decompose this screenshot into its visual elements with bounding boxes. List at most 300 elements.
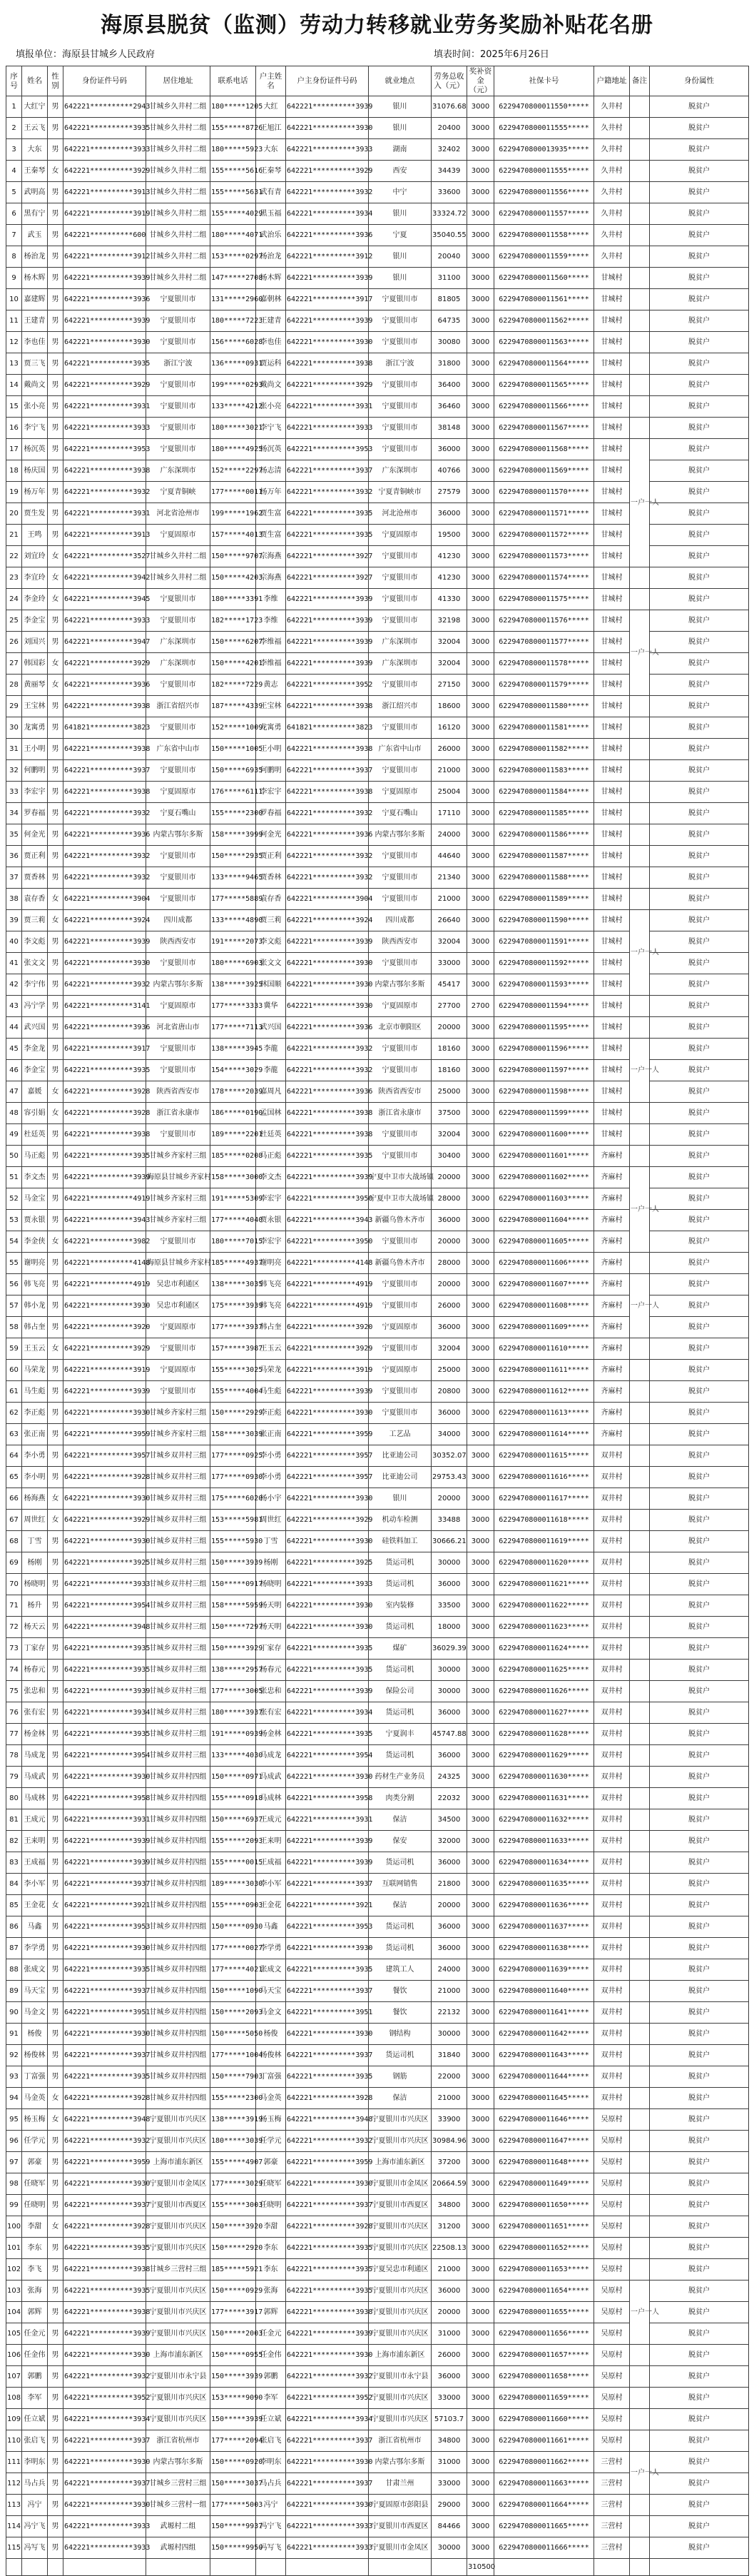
gender-cell: 男 [48, 118, 63, 139]
seq-cell: 91 [6, 2024, 22, 2045]
householder-cell: 郭辉 [256, 2302, 286, 2323]
address-cell: 甘城乡双井村四组 [146, 1895, 210, 1916]
work-location-cell: 中宁 [369, 182, 432, 203]
householder-cell: 李龍 [256, 1060, 286, 1081]
table-row [6, 353, 749, 375]
phone-cell: 150*****9937 [210, 2516, 256, 2537]
table-row [6, 1146, 749, 1167]
total-empty-cell [22, 2559, 48, 2576]
hukou-cell: 久井村 [594, 225, 630, 246]
seq-cell: 28 [6, 675, 22, 696]
remark-cell [630, 1959, 650, 1981]
name-cell: 冯宁 [22, 2495, 48, 2516]
gender-cell: 男 [48, 1360, 63, 1381]
householder-id-cell: 642221**********3939 [286, 2323, 369, 2345]
work-location-cell: 保洁 [369, 1895, 432, 1916]
column-header: 就业地点 [369, 66, 432, 96]
seq-cell: 31 [6, 739, 22, 760]
id-number-cell: 642221**********3932 [63, 803, 146, 824]
subsidy-cell: 3000 [467, 1595, 494, 1617]
address-cell: 宁夏银川市 [146, 675, 210, 696]
householder-id-cell: 642221**********3939 [286, 589, 369, 610]
social-card-cell: 6229470800011639***** [494, 1959, 594, 1981]
identity-cell: 脱贫户 [650, 2473, 749, 2495]
address-cell: 河北省沧州市 [146, 503, 210, 525]
subsidy-cell: 3000 [467, 161, 494, 182]
address-cell: 甘城乡久井村二组 [146, 268, 210, 289]
id-number-cell: 642221**********3954 [63, 1595, 146, 1617]
name-cell: 马占兵 [22, 2473, 48, 2495]
remark-cell [630, 1017, 650, 1039]
table-body [6, 96, 749, 2576]
subsidy-cell: 3000 [467, 2495, 494, 2516]
gender-cell: 男 [48, 1660, 63, 1681]
table-row [6, 2045, 749, 2066]
work-location-cell: 宁夏润丰 [369, 1724, 432, 1745]
social-card-cell: 6229470800011550***** [494, 96, 594, 118]
householder-id-cell: 642221**********3930 [286, 1403, 369, 1424]
identity-cell: 脱贫户 [650, 1660, 749, 1681]
identity-cell: 脱贫户 [650, 1017, 749, 1039]
subsidy-cell: 3000 [467, 2323, 494, 2345]
householder-cell: 王建青 [256, 310, 286, 332]
work-location-cell: 浙江绍兴市 [369, 696, 432, 717]
remark-cell [630, 1981, 650, 2002]
table-row [6, 1445, 749, 1467]
address-cell: 甘城乡双井村四组 [146, 2045, 210, 2066]
phone-cell: 138*****3925 [210, 974, 256, 996]
income-cell: 25000 [432, 1081, 467, 1103]
address-cell: 甘城乡三营村一组 [146, 2495, 210, 2516]
table-row [6, 2430, 749, 2452]
subsidy-cell: 3000 [467, 2088, 494, 2109]
work-location-cell: 银川 [369, 96, 432, 118]
total-empty-cell [146, 2559, 210, 2576]
name-cell: 谢明亮 [22, 1253, 48, 1274]
hukou-cell: 双井村 [594, 1724, 630, 1745]
remark-cell [630, 589, 650, 610]
identity-cell: 脱贫户 [650, 1852, 749, 1874]
identity-cell: 脱贫户 [650, 2152, 749, 2173]
remark-signature-cell: 一户一人 [630, 1039, 650, 1103]
address-cell: 内蒙古鄂尔多斯 [146, 974, 210, 996]
income-cell: 31076.68 [432, 96, 467, 118]
id-number-cell: 642221**********3935 [63, 2238, 146, 2259]
name-cell: 丁富强 [22, 2066, 48, 2088]
work-location-cell: 新疆乌鲁木齐市 [369, 1253, 432, 1274]
subsidy-cell: 3000 [467, 1681, 494, 1702]
hukou-cell: 吴原村 [594, 2173, 630, 2195]
gender-cell: 男 [48, 760, 63, 782]
income-cell: 31000 [432, 2452, 467, 2473]
identity-cell: 脱贫户 [650, 889, 749, 910]
gender-cell: 男 [48, 2238, 63, 2259]
identity-cell: 脱贫户 [650, 1146, 749, 1167]
address-cell: 甘城乡双井村四组 [146, 1788, 210, 1809]
phone-cell: 180*****4071 [210, 225, 256, 246]
income-cell: 20664.59 [432, 2173, 467, 2195]
hukou-cell: 齐麻村 [594, 1274, 630, 1295]
income-cell: 20400 [432, 118, 467, 139]
id-number-cell: 642221**********3935 [63, 2066, 146, 2088]
name-cell: 李东 [22, 2238, 48, 2259]
phone-cell: 155*****5631 [210, 182, 256, 203]
social-card-cell: 6229470800011599***** [494, 1103, 594, 1124]
id-number-cell: 642221**********3913 [63, 525, 146, 546]
subsidy-roster-table [6, 66, 749, 2576]
income-cell: 24000 [432, 824, 467, 846]
householder-id-cell: 642221**********3930 [286, 974, 369, 996]
subsidy-cell: 3000 [467, 1167, 494, 1188]
work-location-cell: 河北沧州市 [369, 503, 432, 525]
hukou-cell: 久井村 [594, 246, 630, 268]
income-cell: 29000 [432, 2495, 467, 2516]
identity-cell: 脱贫户 [650, 139, 749, 161]
phone-cell: 150*****2003 [210, 2323, 256, 2345]
householder-id-cell: 642221**********3938 [286, 2302, 369, 2323]
hukou-cell: 甘城村 [594, 525, 630, 546]
identity-cell: 脱贫户 [650, 203, 749, 225]
seq-cell: 1 [6, 96, 22, 118]
identity-cell: 脱贫户 [650, 2173, 749, 2195]
phone-cell: 158*****3039 [210, 1424, 256, 1445]
address-cell: 宁夏银川市 [146, 310, 210, 332]
social-card-cell: 6229470800011594***** [494, 996, 594, 1017]
work-location-cell: 陕西西安市 [369, 931, 432, 953]
social-card-cell: 6229470800011664***** [494, 2495, 594, 2516]
social-card-cell: 6229470800011593***** [494, 974, 594, 996]
remark-cell [630, 375, 650, 396]
phone-cell: 152*****2297 [210, 460, 256, 482]
id-number-cell: 642221**********3928 [63, 1103, 146, 1124]
address-cell: 宁夏银川市兴庆区 [146, 2109, 210, 2131]
name-cell: 李金宝 [22, 610, 48, 632]
phone-cell: 185*****5921 [210, 2259, 256, 2280]
identity-cell: 脱贫户 [650, 118, 749, 139]
name-cell: 张文文 [22, 953, 48, 974]
income-cell: 34000 [432, 1424, 467, 1445]
gender-cell: 男 [48, 2473, 63, 2495]
householder-id-cell: 642221**********3957 [286, 1467, 369, 1488]
gender-cell: 男 [48, 1167, 63, 1188]
address-cell: 宁夏银川市 [146, 760, 210, 782]
social-card-cell: 6229470800011653***** [494, 2259, 594, 2280]
address-cell: 甘城乡双井村三组 [146, 1638, 210, 1660]
identity-cell: 脱贫户 [650, 1188, 749, 1210]
work-location-cell: 宁夏银川市 [369, 289, 432, 310]
householder-id-cell: 642221**********3928 [286, 2088, 369, 2109]
remark-cell [630, 996, 650, 1017]
id-number-cell: 642221**********3933 [63, 139, 146, 161]
name-cell: 袁存香 [22, 889, 48, 910]
hukou-cell: 久井村 [594, 118, 630, 139]
remark-cell [630, 1338, 650, 1360]
gender-cell: 女 [48, 1510, 63, 1531]
address-cell: 宁夏银川市 [146, 1231, 210, 1253]
seq-cell: 64 [6, 1445, 22, 1467]
householder-cell: 韩飞亮 [256, 1295, 286, 1317]
table-row [6, 1681, 749, 1702]
name-cell: 任金伟 [22, 2345, 48, 2366]
remark-cell [630, 1381, 650, 1403]
subsidy-cell: 3000 [467, 803, 494, 824]
id-number-cell: 642221**********3930 [63, 2173, 146, 2195]
table-row [6, 1338, 749, 1360]
seq-cell: 63 [6, 1424, 22, 1445]
work-location-cell: 宁夏石嘴山 [369, 803, 432, 824]
social-card-cell: 6229470800011583***** [494, 760, 594, 782]
hukou-cell: 甘城村 [594, 953, 630, 974]
address-cell: 宁夏银川市 [146, 717, 210, 739]
gender-cell: 女 [48, 2088, 63, 2109]
phone-cell: 155*****3025 [210, 1360, 256, 1381]
phone-cell: 155*****0903 [210, 1895, 256, 1916]
table-row [6, 96, 749, 118]
householder-id-cell: 642221**********3939 [286, 632, 369, 653]
identity-cell: 脱贫户 [650, 2024, 749, 2045]
id-number-cell: 642221**********4919 [63, 1188, 146, 1210]
address-cell: 宁夏银川市兴庆区 [146, 2302, 210, 2323]
seq-cell: 73 [6, 1638, 22, 1660]
name-cell: 张小亮 [22, 396, 48, 418]
householder-id-cell: 642221**********3934 [286, 1702, 369, 1724]
work-location-cell: 内蒙古鄂尔多斯 [369, 974, 432, 996]
table-row [6, 2537, 749, 2559]
householder-cell: 杨晓明 [256, 1574, 286, 1595]
householder-cell: 宗海燕 [256, 546, 286, 567]
social-card-cell: 6229470800011658***** [494, 2366, 594, 2388]
table-row [6, 182, 749, 203]
householder-cell: 马金英 [256, 2088, 286, 2109]
phone-cell: 177*****0011 [210, 482, 256, 503]
address-cell: 甘城乡齐家村三组 [146, 1188, 210, 1210]
seq-cell: 97 [6, 2152, 22, 2173]
seq-cell: 39 [6, 910, 22, 931]
phone-cell: 155*****4004 [210, 1381, 256, 1403]
identity-cell: 脱贫户 [650, 2388, 749, 2409]
remark-cell [630, 1874, 650, 1895]
name-cell: 韩占奎 [22, 1317, 48, 1338]
income-cell: 18160 [432, 1039, 467, 1060]
subsidy-cell: 3000 [467, 824, 494, 846]
address-cell: 甘城乡双井村三组 [146, 1617, 210, 1638]
name-cell: 王宝林 [22, 696, 48, 717]
remark-signature-cell: 一户一人 [630, 910, 650, 996]
hukou-cell: 甘城村 [594, 503, 630, 525]
address-cell: 海原县甘城乡齐家村 [146, 1167, 210, 1188]
subsidy-cell: 3000 [467, 418, 494, 439]
householder-id-cell: 642221**********3924 [286, 910, 369, 931]
phone-cell: 155*****5930 [210, 1531, 256, 1552]
id-number-cell: 642221**********3930 [63, 332, 146, 353]
work-location-cell: 宁夏银川市 [369, 1381, 432, 1403]
name-cell: 周世红 [22, 1510, 48, 1531]
householder-cell: 张文文 [256, 953, 286, 974]
hukou-cell: 甘城村 [594, 310, 630, 332]
seq-cell: 5 [6, 182, 22, 203]
id-number-cell: 642221**********3938 [63, 2259, 146, 2280]
subsidy-cell: 3000 [467, 332, 494, 353]
householder-id-cell: 642221**********3953 [286, 1916, 369, 1938]
id-number-cell: 642221**********3982 [63, 1231, 146, 1253]
work-location-cell: 宁夏中卫市大战场镇 [369, 1167, 432, 1188]
phone-cell: 150*****5050 [210, 2024, 256, 2045]
table-row [6, 118, 749, 139]
phone-cell: 177*****3937 [210, 1317, 256, 1338]
householder-id-cell: 642221**********3933 [286, 139, 369, 161]
householder-cell: 罗春福 [256, 803, 286, 824]
address-cell: 宁夏银川市 [146, 1381, 210, 1403]
seq-cell: 10 [6, 289, 22, 310]
social-card-cell: 6229470800011558***** [494, 225, 594, 246]
identity-cell: 脱贫户 [650, 739, 749, 760]
social-card-cell: 6229470800011597***** [494, 1060, 594, 1081]
remark-cell [630, 1702, 650, 1724]
seq-cell: 90 [6, 2002, 22, 2024]
table-row [6, 2088, 749, 2109]
address-cell: 甘城乡双井村三组 [146, 1574, 210, 1595]
phone-cell: 177*****3005 [210, 1681, 256, 1702]
income-cell: 21000 [432, 2088, 467, 2109]
name-cell: 李小军 [22, 1874, 48, 1895]
phone-cell: 182*****1723 [210, 610, 256, 632]
total-empty-cell [432, 2559, 467, 2576]
gender-cell: 男 [48, 2259, 63, 2280]
address-cell: 四川成都 [146, 910, 210, 931]
seq-cell: 69 [6, 1552, 22, 1574]
table-row [6, 910, 749, 931]
work-location-cell: 货运司机 [369, 1852, 432, 1874]
householder-cell: 张正南 [256, 1424, 286, 1445]
householder-id-cell: 642221**********3938 [286, 353, 369, 375]
subsidy-cell: 3000 [467, 1381, 494, 1403]
name-cell: 王来明 [22, 1831, 48, 1852]
table-row [6, 1467, 749, 1488]
householder-id-cell: 642221**********3948 [286, 2109, 369, 2131]
column-header: 奖补资金（元） [467, 66, 494, 96]
seq-cell: 17 [6, 439, 22, 460]
column-header: 户主姓名 [256, 66, 286, 96]
seq-cell: 46 [6, 1060, 22, 1081]
subsidy-cell: 3000 [467, 310, 494, 332]
seq-cell: 112 [6, 2473, 22, 2495]
hukou-cell: 吴原村 [594, 2345, 630, 2366]
name-cell: 丁雪 [22, 1531, 48, 1552]
gender-cell: 男 [48, 1274, 63, 1295]
phone-cell: 177*****4040 [210, 1210, 256, 1231]
subsidy-cell: 3000 [467, 953, 494, 974]
remark-cell [630, 2195, 650, 2216]
seq-cell: 94 [6, 2088, 22, 2109]
social-card-cell: 6229470800011588***** [494, 867, 594, 889]
income-cell: 30000 [432, 2024, 467, 2045]
name-cell: 嘉媛 [22, 1081, 48, 1103]
work-location-cell: 硅铁料加工 [369, 1531, 432, 1552]
remark-cell [630, 1852, 650, 1874]
subsidy-cell: 3000 [467, 2216, 494, 2238]
social-card-cell: 6229470800011628***** [494, 1724, 594, 1745]
phone-cell: 150*****2929 [210, 1403, 256, 1424]
name-cell: 杨晓明 [22, 1574, 48, 1595]
remark-cell [630, 2495, 650, 2516]
householder-id-cell: 642221**********3939 [286, 653, 369, 675]
hukou-cell: 双井村 [594, 1767, 630, 1788]
householder-id-cell: 642221**********3935 [286, 1638, 369, 1660]
identity-cell: 脱贫户 [650, 2259, 749, 2280]
subsidy-cell: 3000 [467, 846, 494, 867]
identity-cell: 脱贫户 [650, 525, 749, 546]
address-cell: 甘城乡双井村四组 [146, 2024, 210, 2045]
seq-cell: 11 [6, 310, 22, 332]
income-cell: 31840 [432, 2045, 467, 2066]
name-cell: 杨俊林 [22, 2045, 48, 2066]
table-row [6, 782, 749, 803]
address-cell: 吴忠市利通区 [146, 1295, 210, 1317]
seq-cell: 3 [6, 139, 22, 161]
householder-id-cell: 642221**********3939 [286, 931, 369, 953]
social-card-cell: 6229470800011569***** [494, 460, 594, 482]
name-cell: 马金宝 [22, 1188, 48, 1210]
remark-cell [630, 310, 650, 332]
table-row [6, 2259, 749, 2280]
subsidy-cell: 3000 [467, 1124, 494, 1146]
id-number-cell: 642221**********3913 [63, 182, 146, 203]
phone-cell: 180*****4925 [210, 439, 256, 460]
subsidy-cell: 3000 [467, 460, 494, 482]
remark-cell [630, 1510, 650, 1531]
address-cell: 宁夏银川市兴庆区 [146, 2238, 210, 2259]
hukou-cell: 甘城村 [594, 1124, 630, 1146]
table-row [6, 2388, 749, 2409]
seq-cell: 2 [6, 118, 22, 139]
seq-cell: 8 [6, 246, 22, 268]
householder-cell: 袁存香 [256, 889, 286, 910]
identity-cell: 脱贫户 [650, 396, 749, 418]
id-number-cell: 642221**********3919 [63, 1360, 146, 1381]
identity-cell: 脱贫户 [650, 1403, 749, 1424]
seq-cell: 100 [6, 2216, 22, 2238]
name-cell: 韩飞亮 [22, 1274, 48, 1295]
table-row [6, 418, 749, 439]
id-number-cell: 642221**********3928 [63, 2088, 146, 2109]
table-row [6, 1124, 749, 1146]
subsidy-cell: 3000 [467, 503, 494, 525]
work-location-cell: 银川 [369, 118, 432, 139]
phone-cell: 191*****5309 [210, 1188, 256, 1210]
column-header: 社保卡号 [494, 66, 594, 96]
name-cell: 杨庆国 [22, 460, 48, 482]
identity-cell: 脱贫户 [650, 1253, 749, 1274]
name-cell: 杜廷英 [22, 1124, 48, 1146]
hukou-cell: 甘城村 [594, 696, 630, 717]
hukou-cell: 吴原村 [594, 2409, 630, 2430]
subsidy-cell: 3000 [467, 118, 494, 139]
seq-cell: 12 [6, 332, 22, 353]
remark-cell [630, 396, 650, 418]
householder-id-cell: 642221**********3927 [286, 546, 369, 567]
gender-cell: 男 [48, 2280, 63, 2302]
work-location-cell: 银川 [369, 268, 432, 289]
gender-cell: 男 [48, 139, 63, 161]
income-cell: 44640 [432, 846, 467, 867]
householder-id-cell: 642221**********3925 [286, 1552, 369, 1574]
householder-id-cell: 642221**********3929 [286, 1510, 369, 1531]
householder-cell: 贾正利 [256, 846, 286, 867]
remark-cell [630, 1445, 650, 1467]
work-location-cell: 宁夏银川市 [369, 546, 432, 567]
identity-cell: 脱贫户 [650, 353, 749, 375]
address-cell: 上海市浦东新区 [146, 2345, 210, 2366]
